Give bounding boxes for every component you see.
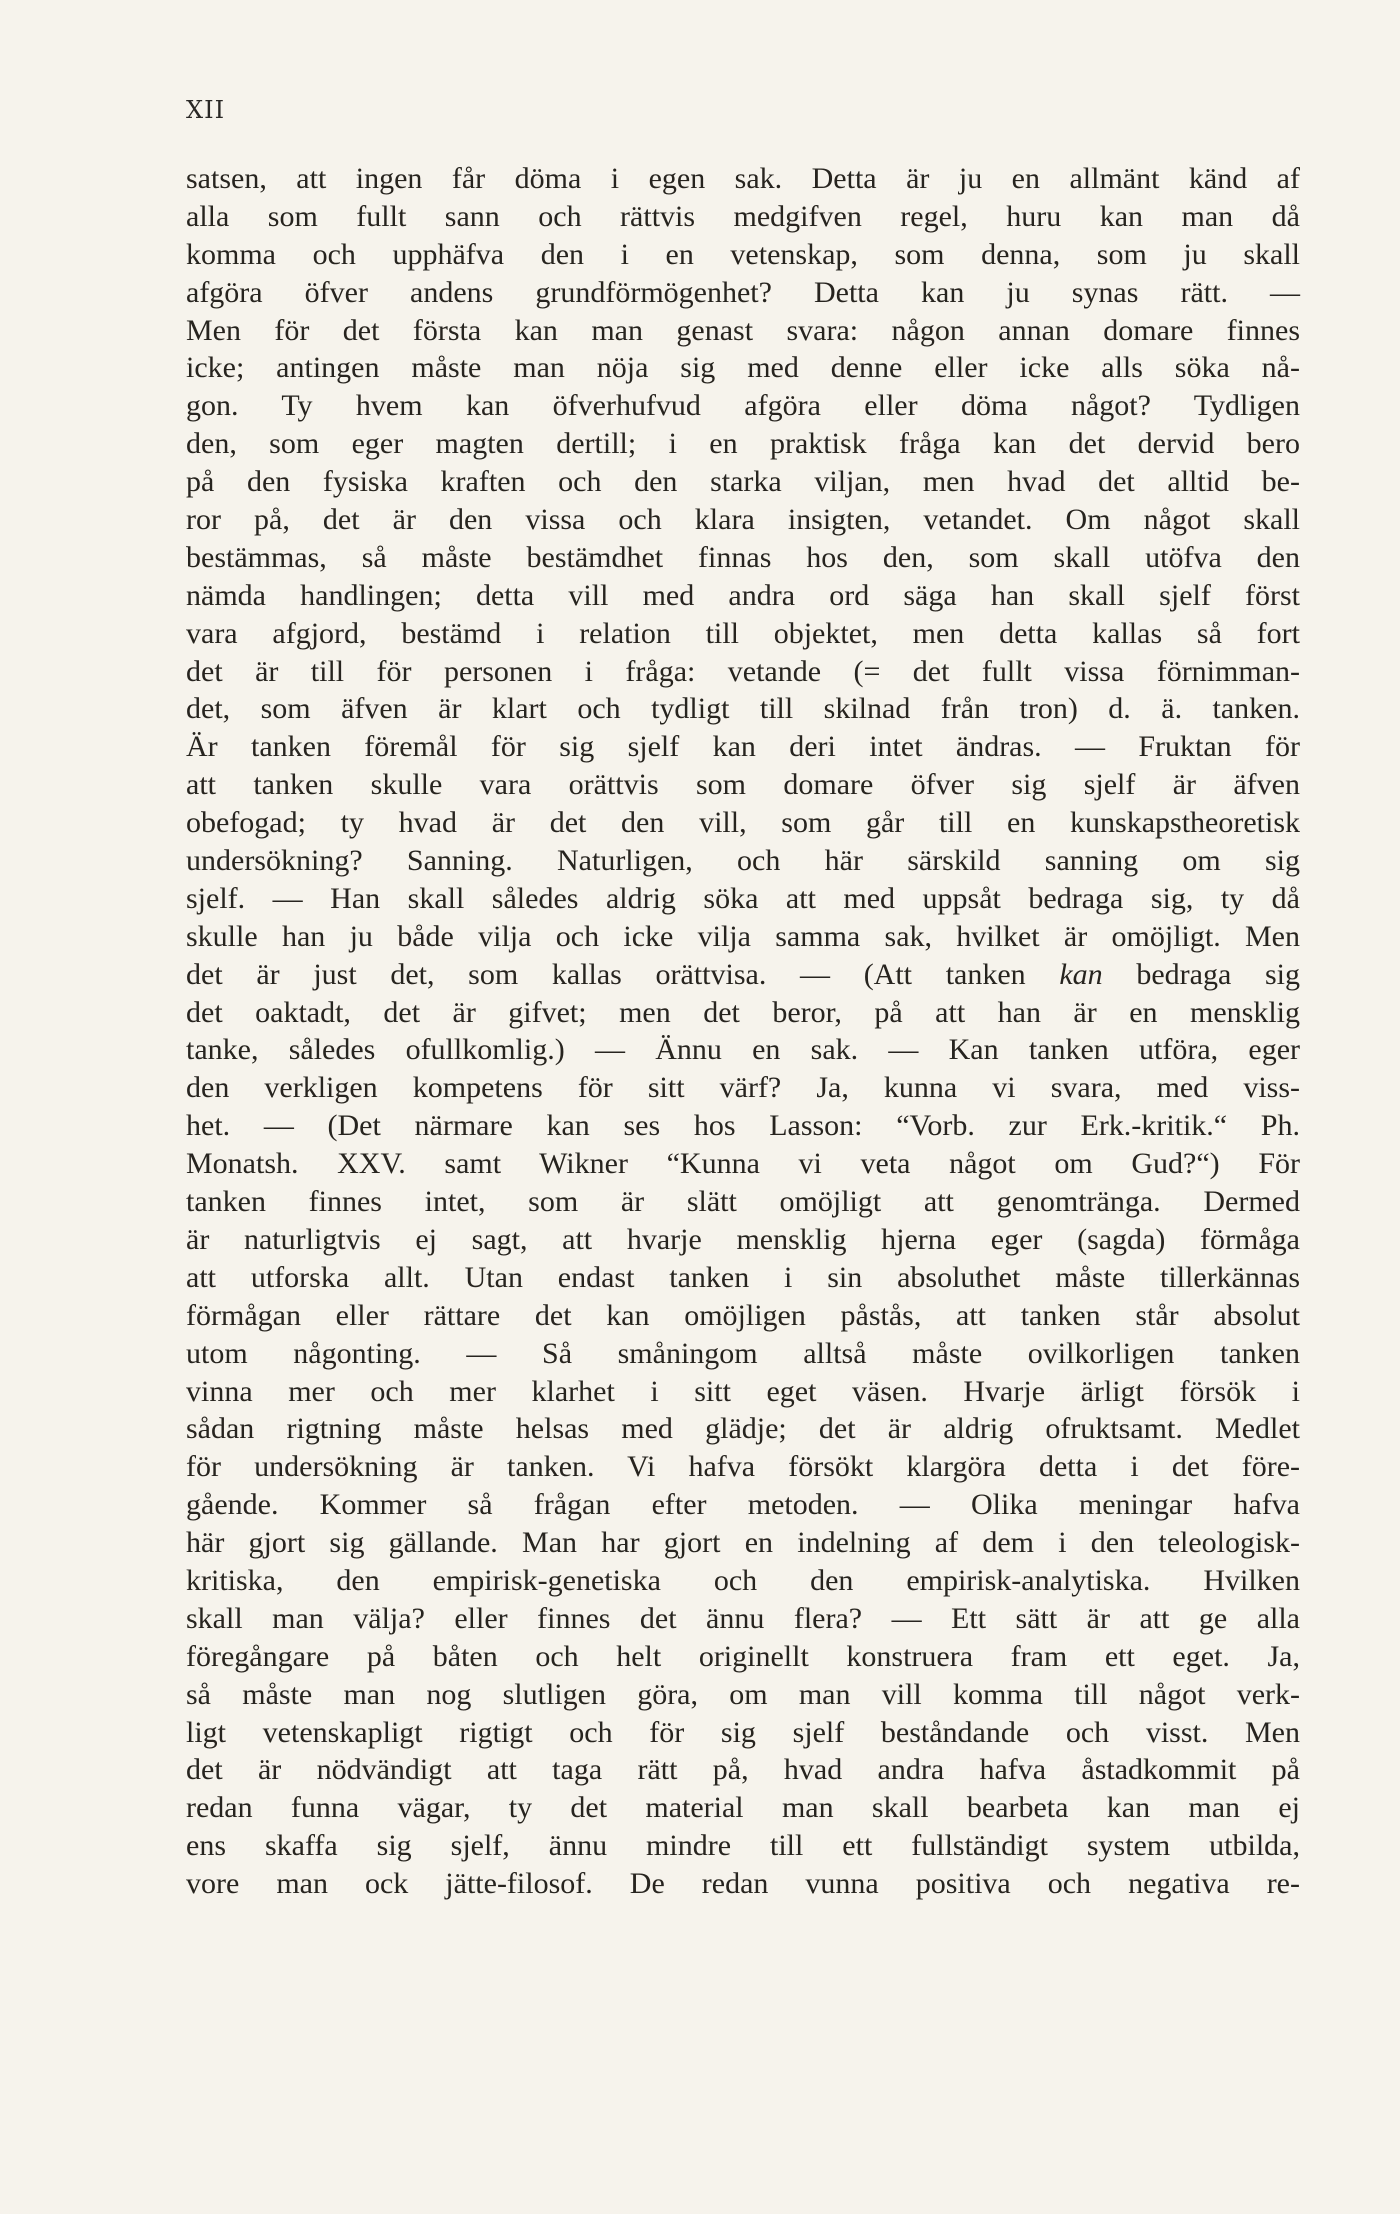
text-line: bestämmas, så måste bestämdhet finnas hos den, som skall utöfva den (186, 540, 1300, 574)
text-line: undersökning? Sanning. Naturligen, och här särskild sanning om sig (186, 844, 1300, 878)
text-line: det är nödvändigt att taga rätt på, hvad andra hafva åstadkommit på (186, 1753, 1300, 1787)
text-line: Är tanken föremål för sig sjelf kan deri intet ändras. — Fruktan för (186, 730, 1300, 764)
text-line (186, 956, 1300, 994)
text-line: icke; antingen måste man nöja sig med denne eller icke alls söka nå- (186, 351, 1300, 385)
text-line: förmågan eller rättare det kan omöjligen påstås, att tanken står absolut (186, 1298, 1300, 1332)
text-line: så måste man nog slutligen göra, om man vill komma till något verk- (186, 1677, 1300, 1711)
text-line: satsen, att ingen får döma i egen sak. Detta är ju en allmänt känd af (186, 162, 1300, 195)
text-line: ligt vetenskapligt rigtigt och för sig sjelf beståndande och visst. Men (186, 1715, 1300, 1749)
text-line: gon. Ty hvem kan öfverhufvud afgöra eller döma något? Tydligen (186, 389, 1300, 423)
body-text (186, 160, 1300, 1903)
text-line: ror på, det är den vissa och klara insigten, vetandet. Om något skall (186, 503, 1300, 537)
text-line: sådan rigtning måste helsas med glädje; det är aldrig ofruktsamt. Medlet (186, 1412, 1300, 1446)
text-line: obefogad; ty hvad är det den vill, som går till en kunskapstheoretisk (186, 806, 1300, 840)
text-line: tanke, således ofullkomlig.) — Ännu en sak. — Kan tanken utföra, eger (186, 1033, 1300, 1067)
text-line: vore man ock jätte-filosof. De redan vunna positiva och negativa re- (186, 1867, 1300, 1901)
text-line: nämda handlingen; detta vill med andra ord säga han skall sjelf först (186, 578, 1300, 612)
text-line: att tanken skulle vara orättvis som domare öfver sig sjelf är äfven (186, 768, 1300, 802)
text-line: komma och upphäfva den i en vetenskap, som denna, som ju skall (186, 237, 1300, 271)
text-line: afgöra öfver andens grundförmögenhet? Detta kan ju synas rätt. — (186, 275, 1300, 309)
text-line: att utforska allt. Utan endast tanken i sin absoluthet måste tillerkännas (186, 1260, 1300, 1294)
text-line: den, som eger magten dertill; i en praktisk fråga kan det dervid bero (186, 427, 1300, 461)
text-line: på den fysiska kraften och den starka viljan, men hvad det alltid be- (186, 465, 1300, 499)
text-line: är naturligtvis ej sagt, att hvarje mensklig hjerna eger (sagda) förmåga (186, 1222, 1300, 1256)
text-line: skall man välja? eller finnes det ännu flera? — Ett sätt är att ge alla (186, 1601, 1300, 1635)
text-line: det oaktadt, det är gifvet; men det beror, på att han är en mensklig (186, 995, 1300, 1029)
text-line: Men för det första kan man genast svara: någon annan domare finnes (186, 313, 1300, 347)
text-segment: bedraga sig (1102, 957, 1300, 991)
text-line: för undersökning är tanken. Vi hafva försökt klargöra detta i det före- (186, 1450, 1300, 1484)
text-segment: det är just det, som kallas orättvisa. — (Att tanken (186, 957, 1060, 991)
text-line: Monatsh. XXV. samt Wikner “Kunna vi veta något om Gud?“) För (186, 1147, 1300, 1181)
text-line: het. — (Det närmare kan ses hos Lasson: “Vorb. zur Erk.-kritik.“ Ph. (186, 1109, 1300, 1143)
text-line: kritiska, den empirisk-genetiska och den empirisk-analytiska. Hvilken (186, 1563, 1300, 1597)
text-line: sjelf. — Han skall således aldrig söka att med uppsåt bedraga sig, ty då (186, 881, 1300, 915)
italic-word: kan (1059, 957, 1103, 991)
text-line: det är till för personen i fråga: vetande (= det fullt vissa förnimman- (186, 654, 1300, 688)
text-line: ens skaffa sig sjelf, ännu mindre till ett fullständigt system utbilda, (186, 1829, 1300, 1863)
text-line: tanken finnes intet, som är slätt omöjligt att genomtränga. Dermed (186, 1185, 1300, 1219)
text-line: här gjort sig gällande. Man har gjort en indelning af dem i den teleologisk- (186, 1526, 1300, 1560)
text-line: skulle han ju både vilja och icke vilja samma sak, hvilket är omöjligt. Men (186, 919, 1300, 953)
text-line: vinna mer och mer klarhet i sitt eget väsen. Hvarje ärligt försök i (186, 1374, 1300, 1408)
text-line: gående. Kommer så frågan efter metoden. — Olika meningar hafva (186, 1488, 1300, 1522)
page-number: XII (186, 96, 226, 124)
text-line: det, som äfven är klart och tydligt till skilnad från tron) d. ä. tanken. (186, 692, 1300, 726)
text-line: den verkligen kompetens för sitt värf? Ja, kunna vi svara, med viss- (186, 1071, 1300, 1105)
text-line: utom någonting. — Så småningom alltså måste ovilkorligen tanken (186, 1336, 1300, 1370)
text-line: alla som fullt sann och rättvis medgifven regel, huru kan man då (186, 199, 1300, 233)
text-line: vara afgjord, bestämd i relation till objektet, men detta kallas så fort (186, 616, 1300, 650)
text-line: redan funna vägar, ty det material man skall bearbeta kan man ej (186, 1791, 1300, 1825)
text-line: föregångare på båten och helt originellt konstruera fram ett eget. Ja, (186, 1639, 1300, 1673)
